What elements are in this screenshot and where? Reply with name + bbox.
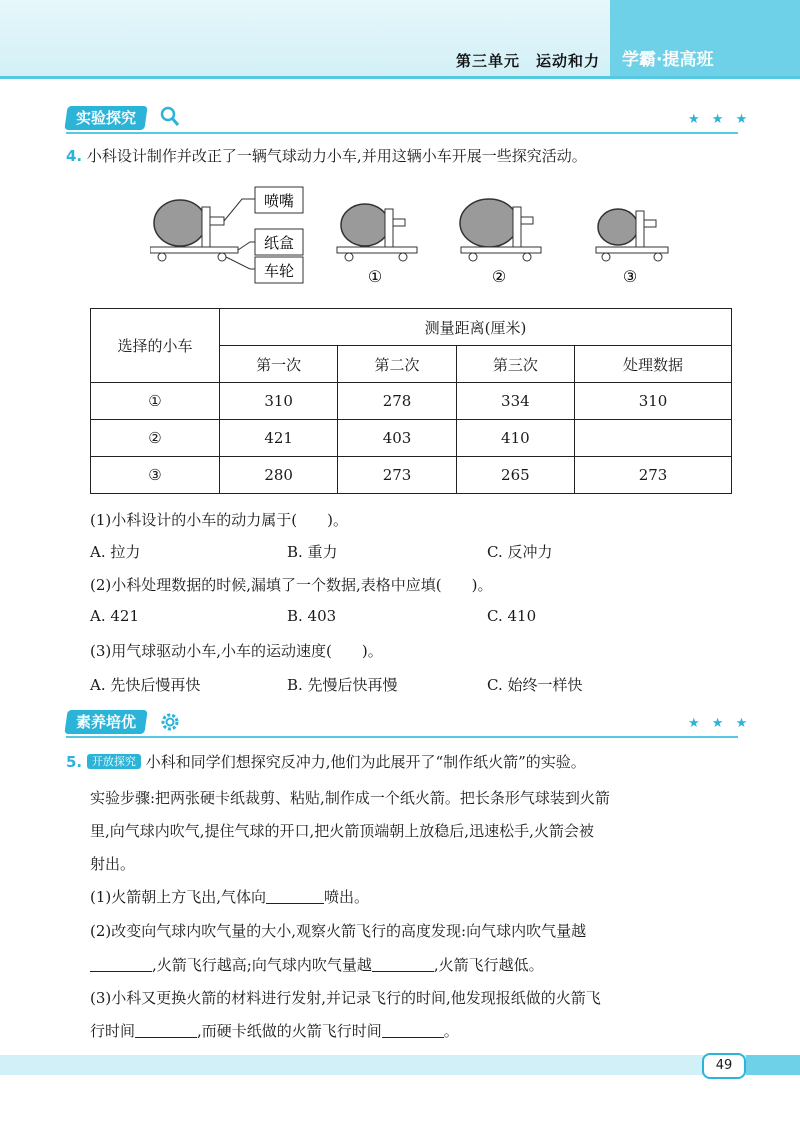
distance-table [90,308,732,494]
q4-sub1-option-a[interactable]: A. 拉力 [90,543,141,561]
q5-sub1-after: 喷出。 [324,888,370,906]
q4-sub1-option-c[interactable]: C. 反冲力 [487,543,553,561]
footer-band [0,1055,800,1075]
q5-sub1 [90,886,369,908]
q4-sub2-option-a[interactable]: A. 421 [90,607,139,625]
car-3 [596,209,668,286]
table-cell: 334 [456,383,574,420]
page-number: 49 [702,1053,746,1079]
brand-label: 学霸·提高班 [622,50,714,70]
q5-step-line: 射出。 [90,855,136,873]
q5-sub2-mid: ,火箭飞行越高;向气球内吹气量越 [152,956,372,974]
q5-sub3-pre: 行时间 [90,1022,136,1040]
label-paper-box: 纸盒 [263,234,295,252]
table-header-group: 测量距离(厘米) [220,309,732,346]
table-col-header: 第一次 [220,346,338,383]
footer-accent [746,1055,800,1075]
table-cell-car: ② [91,420,220,457]
label-nozzle: 喷嘴 [263,192,295,210]
q4-sub2-option-c[interactable]: C. 410 [487,607,537,625]
table-col-header: 第三次 [456,346,574,383]
label-box-nozzle [255,187,303,213]
gear-icon [159,711,181,733]
table-cell: 273 [575,457,732,494]
table-row [91,457,732,494]
section-banner-experiment [64,106,147,130]
section-banner-literacy [64,710,147,734]
section-title: 实验探究 [76,109,137,127]
table-cell: 310 [220,383,338,420]
section-underline [66,736,738,738]
label-box-wheel [255,257,303,283]
q5-sub3-line1: (3)小科又更换火箭的材料进行发射,并记录飞行的时间,他发现报纸做的火箭飞 [90,989,601,1007]
q4-sub3-text: (3)用气球驱动小车,小车的运动速度( )。 [90,642,383,660]
chapter-title: 第三单元 运动和力 [455,52,600,70]
q5-step-line: 里,向气球内吹气,提住气球的开口,把火箭顶端朝上放稳后,迅速松手,火箭会被 [90,822,594,840]
question-number: 4. [66,147,83,165]
question-4-stem [66,145,587,167]
answer-blank[interactable] [382,1021,444,1038]
car-label-1: ① [367,267,383,286]
car-1 [337,204,417,286]
header-divider [0,76,800,79]
answer-blank[interactable] [266,887,324,904]
q4-sub2-option-b[interactable]: B. 403 [287,607,337,625]
section-underline [66,132,738,134]
question-5-stem [66,751,586,773]
answer-blank[interactable] [372,955,434,972]
q5-sub3-line2 [90,1020,459,1042]
answer-blank[interactable] [135,1021,197,1038]
label-box-paper-box [255,229,303,255]
q4-sub1-option-b[interactable]: B. 重力 [287,543,338,561]
q5-sub2-line1: (2)改变向气球内吹气量的大小,观察火箭飞行的高度发现:向气球内吹气量越 [90,922,587,940]
section-title: 素养培优 [76,713,137,731]
label-wheel: 车轮 [263,262,295,280]
table-cell-blank[interactable] [575,420,732,457]
table-cell-car: ① [91,383,220,420]
q5-sub3-end: 。 [443,1022,459,1040]
table-col-header: 处理数据 [575,346,732,383]
table-cell: 310 [575,383,732,420]
table-row [91,383,732,420]
difficulty-stars: ★ ★ ★ [688,716,752,731]
open-inquiry-tag: 开放探究 [87,754,141,769]
table-cell: 280 [220,457,338,494]
balloon-car-diagram [150,185,680,290]
q5-sub2-line2 [90,954,544,976]
table-col-header: 第二次 [338,346,456,383]
q4-sub3-option-a[interactable]: A. 先快后慢再快 [90,676,201,694]
q4-sub1-text: (1)小科设计的小车的动力属于( )。 [90,511,348,529]
table-header-car: 选择的小车 [91,309,220,383]
table-cell-car: ③ [91,457,220,494]
q4-sub2-text: (2)小科处理数据的时候,漏填了一个数据,表格中应填( )。 [90,576,493,594]
table-cell: 265 [456,457,574,494]
q5-sub1-before: (1)火箭朝上方飞出,气体向 [90,888,267,906]
question-text: 小科设计制作并改正了一辆气球动力小车,并用这辆小车开展一些探究活动。 [86,147,587,165]
q5-step-line: 实验步骤:把两张硬卡纸裁剪、粘贴,制作成一个纸火箭。把长条形气球装到火箭 [90,789,610,807]
answer-blank[interactable] [90,955,152,972]
table-row [91,420,732,457]
table-cell: 273 [338,457,456,494]
car-2 [460,199,541,286]
table-cell: 410 [456,420,574,457]
question-number: 5. [66,753,83,771]
question-text: 小科和同学们想探究反冲力,他们为此展开了“制作纸火箭”的实验。 [145,753,586,771]
q4-sub3-option-c[interactable]: C. 始终一样快 [487,676,583,694]
table-cell: 278 [338,383,456,420]
table-cell: 403 [338,420,456,457]
table-cell: 421 [220,420,338,457]
car-label-2: ② [491,267,507,286]
car-label-3: ③ [622,267,638,286]
q4-sub3-option-b[interactable]: B. 先慢后快再慢 [287,676,398,694]
q5-sub2-end: ,火箭飞行越低。 [433,956,544,974]
labeled-balloon-car [150,199,255,269]
magnifier-icon [160,106,180,128]
q5-sub3-mid: ,而硬卡纸做的火箭飞行时间 [197,1022,382,1040]
difficulty-stars: ★ ★ ★ [688,112,752,127]
